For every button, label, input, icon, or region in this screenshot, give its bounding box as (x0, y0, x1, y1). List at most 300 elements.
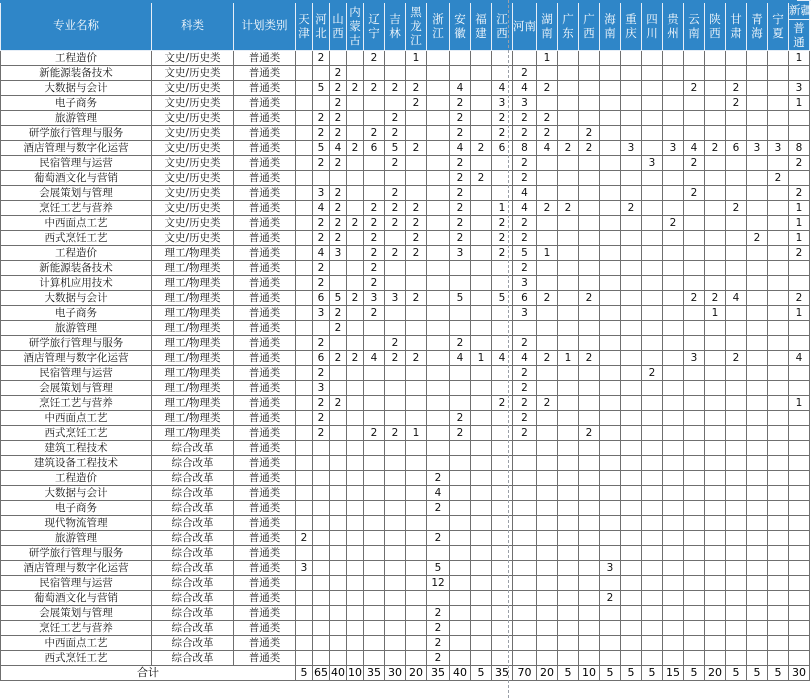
quota-cell (406, 321, 427, 336)
table-row (1, 96, 810, 111)
quota-cell: 2 (313, 276, 330, 291)
plan-type-cell: 普通类 (234, 336, 296, 351)
category-cell: 理工/物理类 (152, 426, 234, 441)
quota-cell (642, 486, 663, 501)
total-cell: 5 (621, 666, 642, 681)
quota-cell (705, 111, 726, 126)
quota-cell: 2 (537, 111, 558, 126)
quota-cell (347, 486, 364, 501)
quota-cell (537, 216, 558, 231)
table-row (1, 321, 810, 336)
quota-cell (579, 231, 600, 246)
quota-cell (347, 366, 364, 381)
quota-cell (642, 561, 663, 576)
quota-cell (642, 606, 663, 621)
quota-cell (768, 246, 789, 261)
quota-cell (768, 126, 789, 141)
table-row (1, 276, 810, 291)
quota-cell (600, 321, 621, 336)
quota-cell (747, 606, 768, 621)
quota-cell (600, 606, 621, 621)
quota-cell (705, 351, 726, 366)
quota-cell (406, 576, 427, 591)
quota-cell (726, 396, 747, 411)
quota-cell (663, 606, 684, 621)
quota-cell (789, 561, 810, 576)
quota-cell (600, 546, 621, 561)
major-cell: 研学旅行管理与服务 (1, 126, 152, 141)
quota-cell (385, 231, 406, 246)
quota-cell (347, 411, 364, 426)
quota-cell: 2 (406, 291, 427, 306)
quota-cell (663, 111, 684, 126)
quota-cell (600, 366, 621, 381)
quota-cell (684, 126, 705, 141)
quota-cell: 2 (642, 366, 663, 381)
quota-cell (364, 471, 385, 486)
quota-cell: 2 (330, 81, 347, 96)
quota-cell (427, 516, 450, 531)
quota-cell (558, 456, 579, 471)
quota-cell (621, 396, 642, 411)
quota-cell (471, 456, 492, 471)
quota-cell (537, 636, 558, 651)
quota-cell (600, 171, 621, 186)
quota-cell (726, 651, 747, 666)
quota-cell (579, 96, 600, 111)
quota-cell: 2 (385, 216, 406, 231)
quota-cell: 2 (330, 216, 347, 231)
quota-cell (537, 306, 558, 321)
quota-cell (705, 546, 726, 561)
quota-cell: 5 (385, 141, 406, 156)
quota-cell (621, 246, 642, 261)
quota-cell (492, 51, 513, 66)
table-row (1, 576, 810, 591)
plan-type-cell: 普通类 (234, 81, 296, 96)
quota-cell (347, 96, 364, 111)
quota-cell (471, 591, 492, 606)
quota-cell (684, 306, 705, 321)
quota-cell (579, 471, 600, 486)
quota-cell (347, 156, 364, 171)
quota-cell (621, 216, 642, 231)
major-cell: 新能源装备技术 (1, 261, 152, 276)
quota-cell (726, 306, 747, 321)
quota-cell (537, 381, 558, 396)
quota-cell: 4 (330, 141, 347, 156)
category-cell: 综合改革 (152, 636, 234, 651)
quota-cell: 2 (450, 126, 471, 141)
quota-cell (600, 456, 621, 471)
quota-cell (579, 336, 600, 351)
quota-cell (364, 111, 385, 126)
quota-cell (347, 636, 364, 651)
quota-cell (747, 201, 768, 216)
quota-cell (726, 486, 747, 501)
quota-cell (705, 561, 726, 576)
quota-cell: 1 (406, 426, 427, 441)
quota-cell (600, 141, 621, 156)
quota-cell (406, 336, 427, 351)
quota-cell (726, 366, 747, 381)
total-row (1, 666, 810, 681)
quota-cell (537, 96, 558, 111)
quota-cell (313, 621, 330, 636)
quota-cell (747, 561, 768, 576)
quota-cell (663, 66, 684, 81)
quota-cell: 2 (364, 246, 385, 261)
quota-cell: 3 (747, 141, 768, 156)
quota-cell (385, 306, 406, 321)
quota-cell (642, 231, 663, 246)
quota-cell (747, 456, 768, 471)
quota-cell (642, 186, 663, 201)
quota-cell (347, 396, 364, 411)
quota-cell (347, 261, 364, 276)
quota-cell (621, 486, 642, 501)
quota-cell (558, 591, 579, 606)
quota-cell (450, 51, 471, 66)
quota-cell (406, 156, 427, 171)
quota-cell (537, 171, 558, 186)
quota-cell (313, 651, 330, 666)
plan-type-cell: 普通类 (234, 201, 296, 216)
quota-cell (705, 576, 726, 591)
total-cell: 35 (364, 666, 385, 681)
category-cell: 理工/物理类 (152, 351, 234, 366)
quota-cell (385, 546, 406, 561)
quota-cell (537, 531, 558, 546)
quota-cell (427, 246, 450, 261)
quota-cell: 2 (330, 306, 347, 321)
quota-cell: 1 (789, 216, 810, 231)
quota-cell: 2 (330, 186, 347, 201)
quota-cell (642, 141, 663, 156)
quota-cell (296, 486, 313, 501)
quota-cell: 2 (513, 381, 537, 396)
quota-cell (330, 546, 347, 561)
quota-cell (726, 66, 747, 81)
quota-cell (642, 126, 663, 141)
quota-cell (705, 201, 726, 216)
quota-cell (684, 546, 705, 561)
table-row (1, 531, 810, 546)
quota-cell (385, 66, 406, 81)
quota-cell (726, 321, 747, 336)
quota-cell: 2 (313, 156, 330, 171)
quota-cell (558, 426, 579, 441)
quota-cell (492, 156, 513, 171)
quota-cell: 2 (513, 216, 537, 231)
quota-cell: 2 (347, 81, 364, 96)
quota-cell (768, 186, 789, 201)
quota-cell (558, 546, 579, 561)
quota-cell (663, 276, 684, 291)
quota-cell (330, 426, 347, 441)
quota-cell (385, 441, 406, 456)
quota-cell (663, 501, 684, 516)
quota-cell (471, 576, 492, 591)
quota-cell (705, 96, 726, 111)
quota-cell (537, 486, 558, 501)
quota-cell: 2 (537, 81, 558, 96)
quota-cell (406, 186, 427, 201)
quota-cell (513, 546, 537, 561)
quota-cell: 1 (789, 396, 810, 411)
quota-cell (427, 51, 450, 66)
total-cell: 30 (789, 666, 810, 681)
major-cell: 西式烹饪工艺 (1, 231, 152, 246)
category-cell: 文史/历史类 (152, 141, 234, 156)
quota-cell (537, 576, 558, 591)
quota-cell: 2 (385, 351, 406, 366)
quota-cell (600, 216, 621, 231)
quota-cell (313, 516, 330, 531)
table-row (1, 231, 810, 246)
quota-cell (579, 396, 600, 411)
quota-cell (385, 51, 406, 66)
quota-cell: 2 (364, 81, 385, 96)
quota-cell (450, 276, 471, 291)
quota-cell (427, 156, 450, 171)
quota-cell (427, 111, 450, 126)
table-row (1, 156, 810, 171)
quota-cell: 2 (313, 126, 330, 141)
quota-cell (600, 651, 621, 666)
total-cell: 15 (663, 666, 684, 681)
quota-cell (705, 606, 726, 621)
major-cell: 计算机应用技术 (1, 276, 152, 291)
quota-cell (450, 306, 471, 321)
quota-cell (789, 501, 810, 516)
quota-cell (492, 186, 513, 201)
total-label: 合计 (1, 666, 296, 681)
quota-cell (726, 381, 747, 396)
quota-cell (537, 366, 558, 381)
quota-cell: 2 (513, 66, 537, 81)
quota-cell (313, 171, 330, 186)
quota-cell (296, 156, 313, 171)
category-cell: 理工/物理类 (152, 291, 234, 306)
category-cell: 理工/物理类 (152, 366, 234, 381)
major-cell: 建筑设备工程技术 (1, 456, 152, 471)
quota-cell (558, 636, 579, 651)
quota-cell (642, 441, 663, 456)
quota-cell (450, 471, 471, 486)
category-cell: 综合改革 (152, 531, 234, 546)
quota-cell (621, 156, 642, 171)
quota-cell (663, 426, 684, 441)
quota-cell (406, 621, 427, 636)
quota-cell (642, 636, 663, 651)
quota-cell (558, 306, 579, 321)
quota-cell (621, 531, 642, 546)
quota-cell: 2 (537, 126, 558, 141)
quota-cell (579, 651, 600, 666)
quota-cell: 2 (492, 216, 513, 231)
quota-cell (558, 441, 579, 456)
quota-cell (406, 381, 427, 396)
category-cell: 文史/历史类 (152, 156, 234, 171)
quota-cell (347, 561, 364, 576)
quota-cell (642, 291, 663, 306)
quota-cell (621, 126, 642, 141)
quota-cell (663, 126, 684, 141)
quota-cell (385, 606, 406, 621)
quota-cell (663, 621, 684, 636)
category-cell: 理工/物理类 (152, 306, 234, 321)
quota-cell (705, 411, 726, 426)
quota-cell (296, 426, 313, 441)
quota-cell (537, 621, 558, 636)
quota-cell (579, 591, 600, 606)
quota-cell (642, 96, 663, 111)
quota-cell: 3 (450, 246, 471, 261)
quota-cell (537, 276, 558, 291)
quota-cell: 4 (450, 351, 471, 366)
quota-cell: 2 (427, 501, 450, 516)
plan-type-cell: 普通类 (234, 51, 296, 66)
quota-cell (768, 501, 789, 516)
header-province: 黑龙江 (406, 1, 427, 51)
plan-type-cell: 普通类 (234, 291, 296, 306)
quota-cell (705, 396, 726, 411)
quota-cell: 6 (726, 141, 747, 156)
quota-cell (642, 396, 663, 411)
quota-cell (347, 546, 364, 561)
quota-cell: 2 (450, 216, 471, 231)
quota-cell: 3 (330, 246, 347, 261)
quota-cell (450, 516, 471, 531)
quota-cell: 2 (768, 171, 789, 186)
quota-cell: 2 (296, 531, 313, 546)
quota-cell (364, 186, 385, 201)
quota-cell: 2 (385, 186, 406, 201)
quota-cell (313, 591, 330, 606)
quota-cell (492, 321, 513, 336)
major-cell: 民宿管理与运营 (1, 366, 152, 381)
quota-cell (364, 531, 385, 546)
quota-cell (600, 96, 621, 111)
quota-cell (705, 336, 726, 351)
quota-cell: 2 (537, 291, 558, 306)
quota-cell: 2 (450, 186, 471, 201)
quota-cell (427, 231, 450, 246)
plan-type-cell: 普通类 (234, 306, 296, 321)
quota-cell: 2 (406, 351, 427, 366)
quota-cell: 3 (663, 141, 684, 156)
quota-cell: 2 (492, 231, 513, 246)
quota-cell: 2 (406, 246, 427, 261)
quota-cell: 2 (450, 171, 471, 186)
quota-cell (450, 651, 471, 666)
quota-cell (600, 186, 621, 201)
quota-cell (705, 186, 726, 201)
quota-cell (347, 336, 364, 351)
quota-cell (789, 366, 810, 381)
table-row (1, 426, 810, 441)
quota-cell (684, 366, 705, 381)
quota-cell (621, 231, 642, 246)
quota-cell (296, 171, 313, 186)
quota-cell (663, 486, 684, 501)
quota-cell (684, 381, 705, 396)
quota-cell (296, 276, 313, 291)
quota-cell (492, 531, 513, 546)
quota-cell (558, 171, 579, 186)
quota-cell (642, 336, 663, 351)
quota-cell (296, 336, 313, 351)
quota-cell (296, 201, 313, 216)
quota-cell (558, 276, 579, 291)
quota-cell (471, 231, 492, 246)
quota-cell (684, 456, 705, 471)
quota-cell (330, 411, 347, 426)
quota-cell: 2 (364, 126, 385, 141)
header-province: 河北 (313, 1, 330, 51)
quota-cell (427, 141, 450, 156)
quota-cell (513, 321, 537, 336)
table-row (1, 591, 810, 606)
quota-cell: 3 (296, 561, 313, 576)
quota-cell (726, 126, 747, 141)
quota-cell: 2 (313, 111, 330, 126)
quota-cell (747, 381, 768, 396)
quota-cell (330, 471, 347, 486)
quota-cell: 2 (313, 336, 330, 351)
quota-cell (621, 576, 642, 591)
quota-cell (492, 306, 513, 321)
quota-cell (768, 636, 789, 651)
quota-cell (427, 396, 450, 411)
category-cell: 文史/历史类 (152, 171, 234, 186)
quota-cell (296, 546, 313, 561)
header-province: 福建 (471, 1, 492, 51)
quota-cell: 2 (364, 201, 385, 216)
quota-cell (513, 456, 537, 471)
table-row (1, 171, 810, 186)
quota-cell (385, 366, 406, 381)
quota-cell (663, 306, 684, 321)
quota-cell (579, 636, 600, 651)
quota-cell (747, 471, 768, 486)
quota-cell: 2 (364, 276, 385, 291)
quota-cell (642, 306, 663, 321)
table-row (1, 306, 810, 321)
quota-cell (513, 561, 537, 576)
quota-cell: 1 (492, 201, 513, 216)
category-cell: 文史/历史类 (152, 186, 234, 201)
plan-type-cell: 普通类 (234, 321, 296, 336)
quota-cell (600, 246, 621, 261)
quota-cell (621, 501, 642, 516)
quota-cell (313, 546, 330, 561)
quota-cell (471, 411, 492, 426)
table-row (1, 111, 810, 126)
quota-cell: 2 (330, 351, 347, 366)
quota-cell (663, 186, 684, 201)
quota-cell (558, 531, 579, 546)
quota-cell: 2 (558, 201, 579, 216)
quota-cell (296, 261, 313, 276)
quota-cell (663, 636, 684, 651)
quota-cell (663, 261, 684, 276)
quota-cell (471, 246, 492, 261)
quota-cell (705, 426, 726, 441)
major-cell: 会展策划与管理 (1, 186, 152, 201)
quota-cell (600, 531, 621, 546)
